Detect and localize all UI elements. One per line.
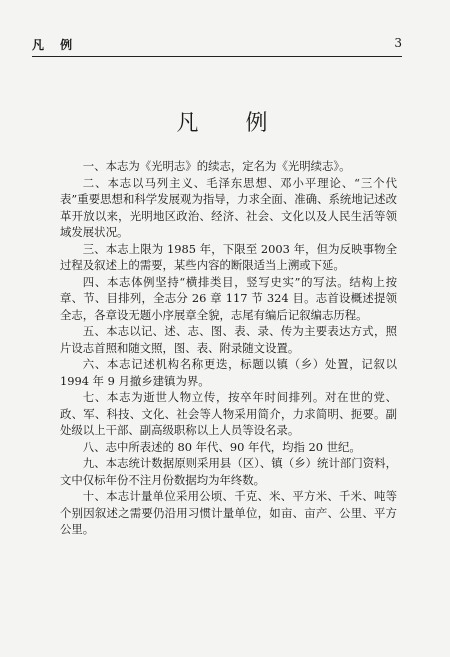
running-header	[32, 36, 402, 57]
running-header-title: 凡 例	[32, 38, 79, 52]
paragraph-4: 四、本志体例坚持“横排类目，竖写史实”的写法。结构上按章、节、目排列，全志分 26 章 117 节 324 目。志首设概述提领全志，各章设无题小序展章全貌，志尾有编后记叙编志历程。	[60, 274, 397, 322]
paragraph-10: 十、本志计量单位采用公顷、千克、米、平方米、千米、吨等个别因叙述之需要仍沿用习惯计量单位，如亩、亩产、公里、平方公里。	[60, 489, 397, 536]
paragraph-5: 五、本志以记、述、志、图、表、录、传为主要表达方式，照片设志首照和随文照，图、表、附录随文设置。	[60, 324, 397, 355]
page-number: 3	[394, 36, 402, 50]
paragraph-2: 二、本志以马列主义、毛泽东思想、邓小平理论、“三个代表”重要思想和科学发展观为指导，力求全面、准确、系统地记述改革开放以来，光明地区政治、经济、社会、文化以及人民生活等领域发展状况。	[60, 175, 397, 239]
paragraph-3: 三、本志上限为 1985 年，下限至 2003 年，但为反映事物全过程及叙述上的需要，某些内容的断限适当上溯或下延。	[60, 241, 397, 272]
paragraph-1: 一、本志为《光明志》的续志，定名为《光明续志》。	[82, 159, 351, 173]
paragraph-8: 八、志中所表述的 80 年代、90 年代，均指 20 世纪。	[82, 439, 361, 454]
paragraph-7: 七、本志为逝世人物立传，按卒年时间排列。对在世的党、政、军、科技、文化、社会等人物采用简介，力求简明、扼要。副处级以上干部、副高级职称以上人员等设名录。	[60, 390, 397, 437]
paragraph-6: 六、本志记述机构名称更迭，标题以镇（乡）处置，记叙以 1994 年 9 月撤乡建镇为界。	[60, 357, 397, 388]
body-text	[60, 158, 397, 538]
page-title: 凡 例	[176, 111, 288, 136]
paragraph-9: 九、本志统计数据原则采用县（区）、镇（乡）统计部门资料，文中仅标年份不注月份数据均为年终数。	[60, 456, 397, 487]
